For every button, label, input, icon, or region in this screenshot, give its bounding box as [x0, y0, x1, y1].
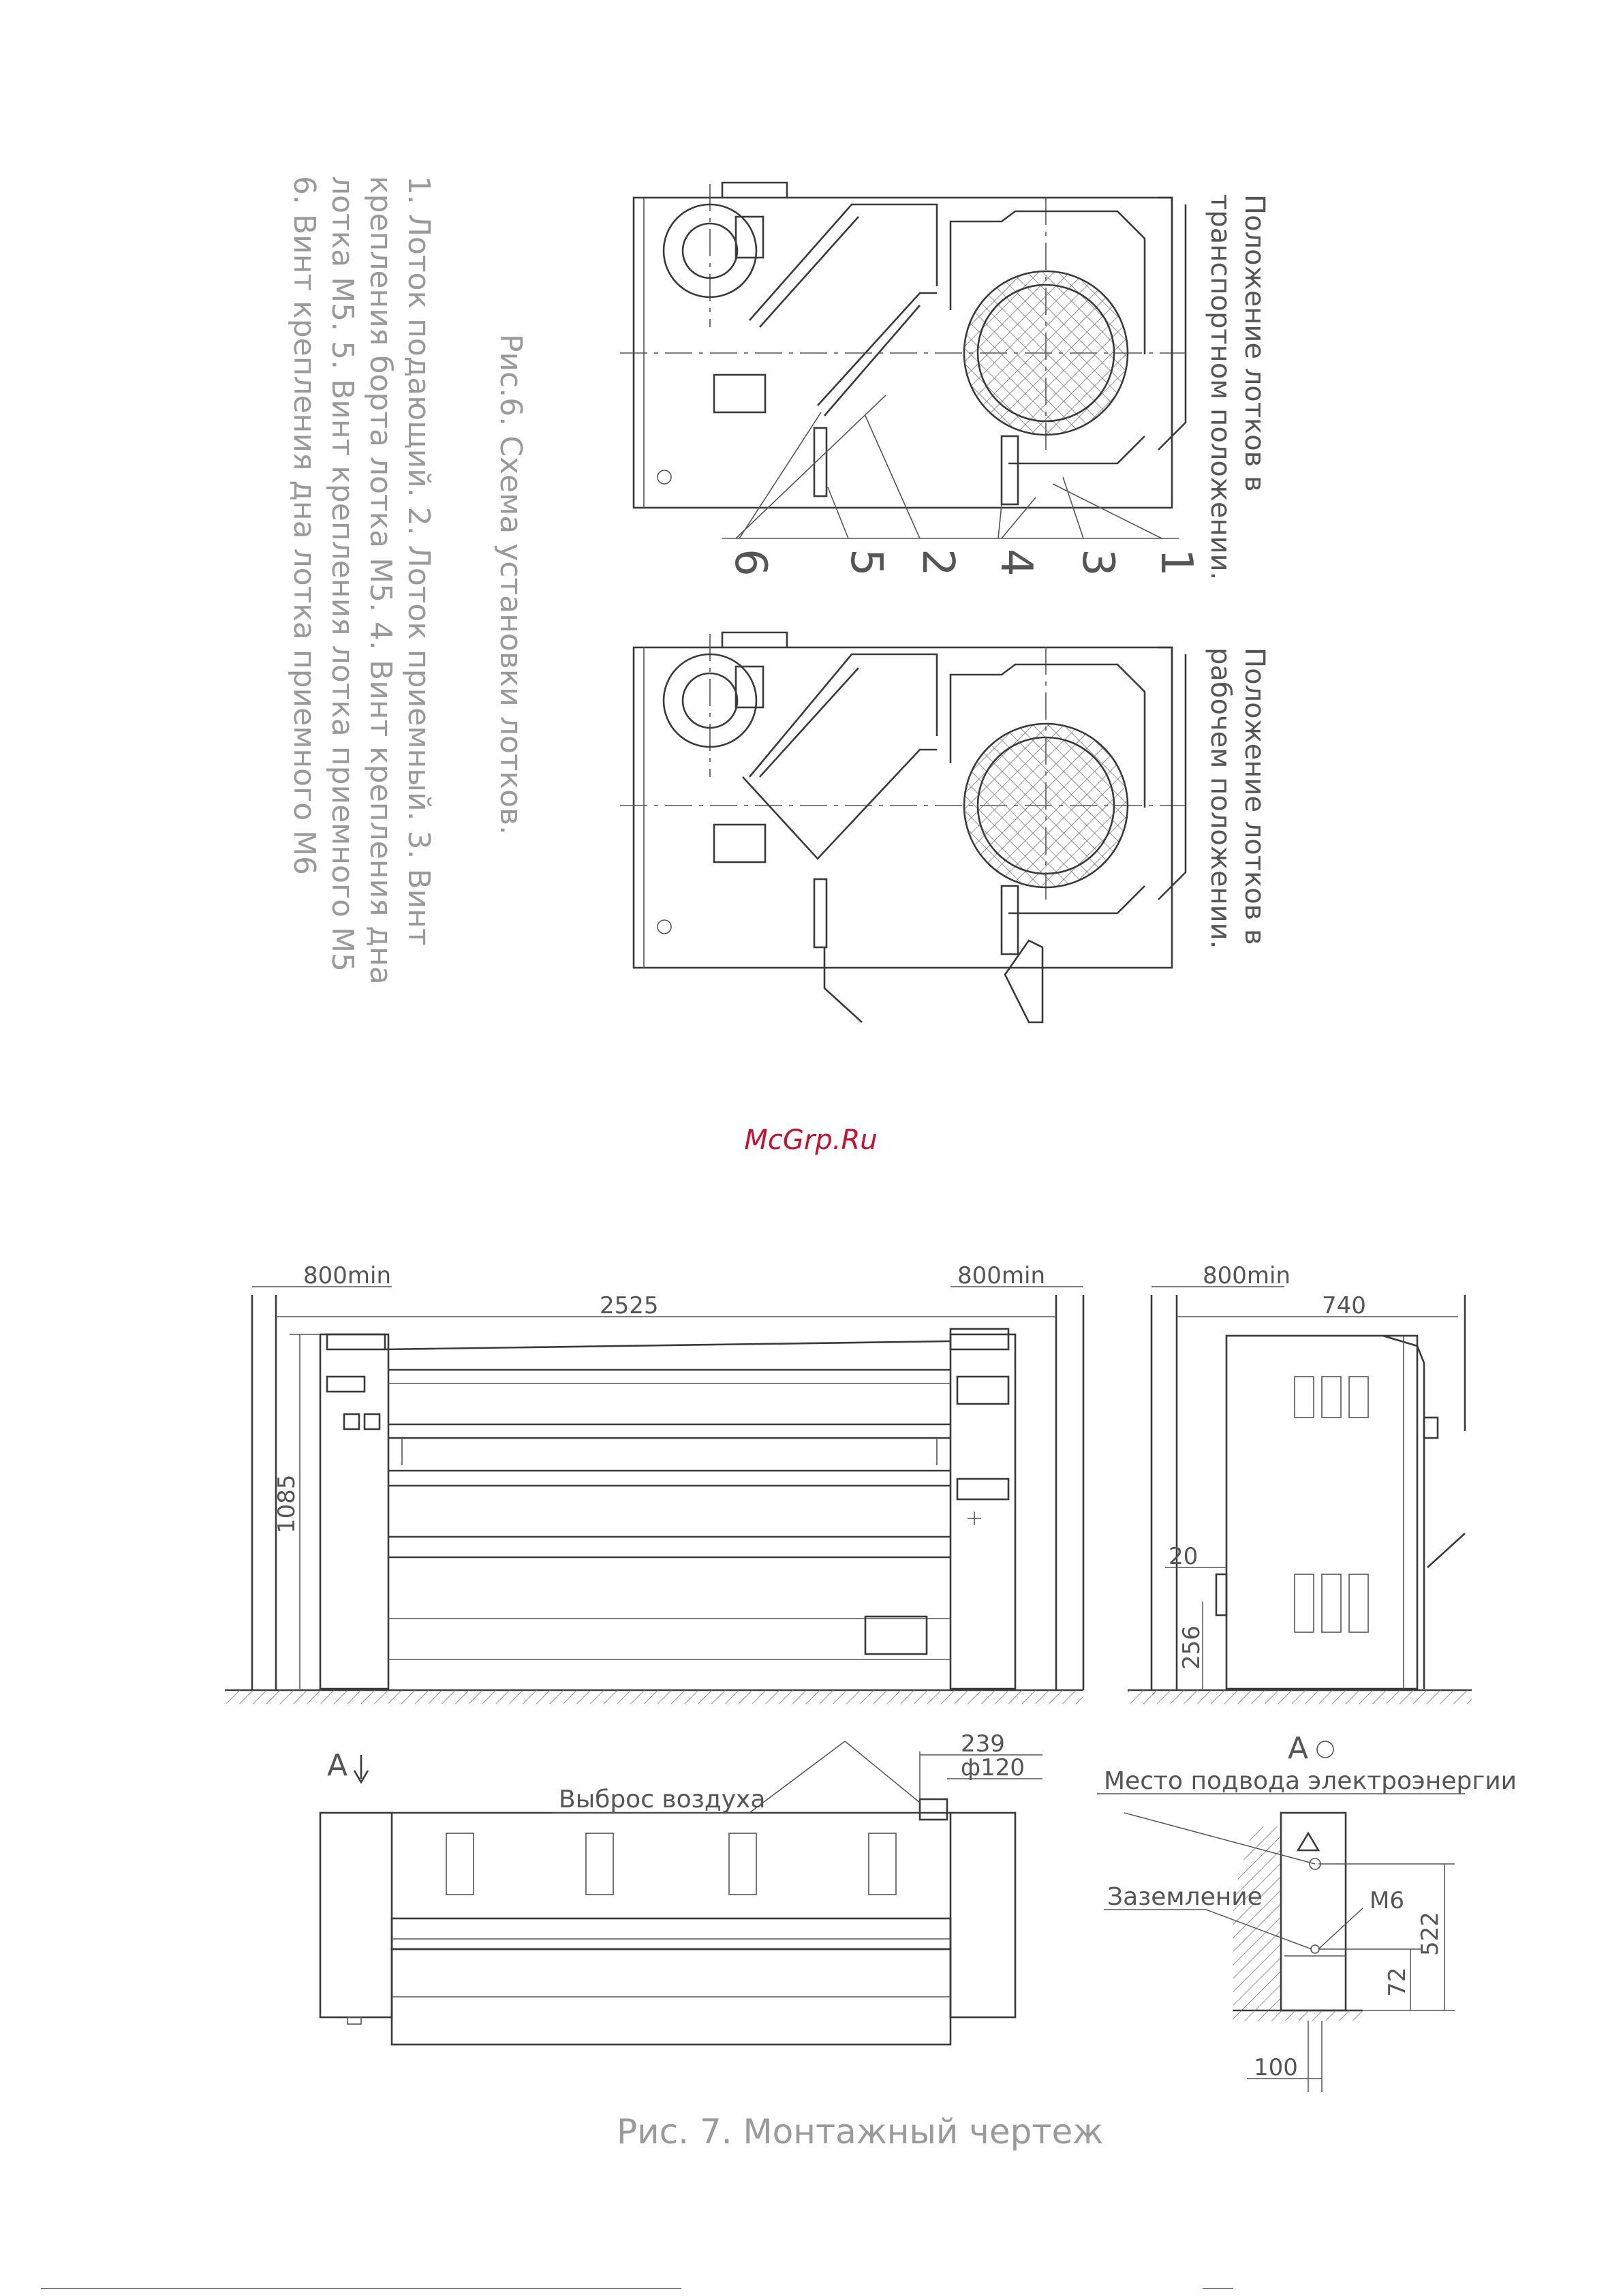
dim-100: 100 — [1254, 2054, 1298, 2081]
air-exhaust-label: Выброс воздуха — [559, 1786, 766, 1813]
fig6-caption-group — [493, 334, 528, 835]
dim-clear-left: 800min — [303, 1262, 392, 1289]
fig6-caption: Рис.6. Схема установки лотков. — [493, 334, 528, 835]
callout-4: 4 — [991, 549, 1041, 577]
working-label-line-2: рабочем положении. — [1205, 647, 1236, 949]
transport-position-label — [1205, 194, 1270, 580]
fig6-legend-line-2: крепления борта лотка М5. 4. Винт крепления дна — [363, 176, 398, 985]
side-vent-slots-bottom — [1295, 1574, 1368, 1632]
floor-lines — [225, 1690, 1472, 1704]
callout-leaders — [722, 395, 1179, 538]
dim-256: 256 — [1178, 1625, 1205, 1670]
dim-522: 522 — [1417, 1912, 1444, 1956]
dim-height: 1085 — [273, 1474, 300, 1533]
dim-clear-right: 800min — [957, 1262, 1046, 1289]
callout-5: 5 — [841, 549, 891, 577]
watermark: McGrp.Ru — [744, 1124, 878, 1156]
callout-6: 6 — [725, 549, 775, 577]
front-dimensions — [252, 1287, 1083, 1689]
side-vent-slots-top — [1295, 1377, 1368, 1418]
fig6-legend-group — [287, 176, 436, 985]
machine-working-view — [620, 632, 1186, 1022]
dim-depth: 740 — [1322, 1292, 1366, 1319]
transport-label-line-2: транспортном положении. — [1205, 194, 1236, 581]
top-view-machine — [320, 1799, 1015, 2045]
dim-20: 20 — [1169, 1543, 1199, 1570]
fig6-legend-line-1: 1. Лоток подающий. 2. Лоток приемный. 3. Винт — [401, 176, 436, 946]
working-label-line-1: Положение лотков в — [1239, 647, 1270, 945]
dim-clear-side: 800min — [1203, 1262, 1291, 1289]
fig6-legend-line-4: 6. Винт крепления дна лотка приемного М6 — [287, 176, 322, 876]
front-view-machine — [320, 1329, 1015, 1689]
power-point-label: Место подвода электроэнергии — [1104, 1767, 1517, 1795]
dim-72: 72 — [1384, 1967, 1411, 1997]
callout-3: 3 — [1072, 549, 1123, 577]
detail-a-label: А — [1288, 1731, 1309, 1766]
top-vents — [446, 1833, 896, 1895]
dim-239: 239 — [961, 1730, 1005, 1758]
transport-label-line-1: Положение лотков в — [1239, 194, 1270, 492]
detail-a-drawing — [1233, 1813, 1363, 2021]
fig7-caption: Рис. 7. Монтажный чертеж — [617, 2112, 1104, 2152]
callout-2: 2 — [912, 549, 963, 577]
callout-numbers — [725, 549, 1201, 577]
machine-transport-view — [620, 183, 1186, 508]
dim-width: 2525 — [600, 1292, 659, 1319]
view-a-arrow — [354, 1755, 368, 1782]
ground-label: Заземление — [1107, 1883, 1263, 1911]
dim-m6: М6 — [1370, 1887, 1404, 1914]
dim-duct: ф120 — [961, 1754, 1025, 1781]
walls-front — [252, 1295, 1177, 1690]
working-position-label — [1205, 647, 1270, 949]
fig6-legend-line-3: лотка М5. 5. Винт крепления лотка приемного М5 — [325, 176, 360, 973]
view-a-label: А — [327, 1748, 348, 1783]
side-view-machine — [1216, 1295, 1465, 1689]
callout-1: 1 — [1151, 549, 1201, 577]
detail-a-circle — [1317, 1741, 1333, 1758]
